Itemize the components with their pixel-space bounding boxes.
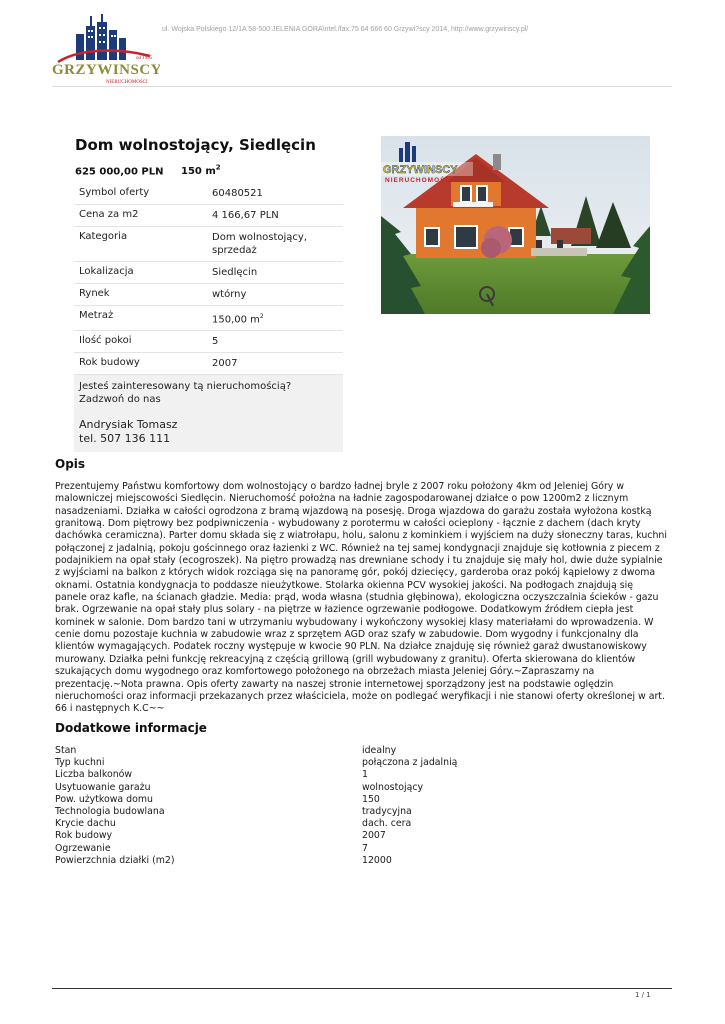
- detail-label: Cena za m2: [79, 209, 139, 220]
- detail-label: Rok budowy: [79, 357, 140, 369]
- additional-info-row: Ogrzewanie 7: [55, 842, 368, 854]
- listing-title: Dom wolnostojący, Siedlęcin: [75, 136, 316, 154]
- details-row-location: [74, 262, 343, 284]
- detail-value: 2007: [212, 358, 238, 370]
- listing-price: 625 000,00 PLN: [75, 166, 164, 178]
- details-row-market: [74, 284, 343, 306]
- detail-label: Kategoria: [79, 231, 128, 242]
- detail-label: Lokalizacja: [79, 266, 134, 277]
- photo-watermark-sub: NIERUCHOMOŚCI: [385, 177, 454, 184]
- details-row-rooms: [74, 331, 343, 353]
- details-row-category: [74, 227, 343, 262]
- details-row-year: [74, 353, 343, 375]
- section-heading-additional-info: Dodatkowe informacje: [55, 721, 207, 735]
- detail-value: 5: [212, 336, 219, 348]
- additional-info-row: Krycie dachu dach. cera: [55, 818, 412, 830]
- page-number: 1 / 1: [635, 991, 651, 999]
- details-row-area: [74, 306, 343, 331]
- additional-info-row: Rok budowy 2007: [55, 830, 386, 842]
- detail-value: 150,00 $m^2$: [212, 313, 264, 326]
- details-row-price-per-m2: [74, 205, 343, 227]
- additional-info-row: Stan idealny: [55, 745, 397, 756]
- agent-name: Andrysiak Tomasz: [79, 418, 178, 432]
- additional-info-row: Liczba balkonów 1: [55, 769, 368, 781]
- detail-value: 60480521: [212, 188, 263, 199]
- detail-label: Metraż: [79, 310, 114, 321]
- footer-divider: [52, 988, 672, 989]
- details-row-symbol: [74, 183, 343, 205]
- property-photo[interactable]: [381, 136, 650, 314]
- additional-info-row: Technologia budowlana tradycyjna: [55, 805, 412, 817]
- logo-name: GRZYWINSCY: [52, 62, 160, 78]
- agent-phone[interactable]: tel. 507 136 111: [79, 432, 171, 446]
- detail-label: Symbol oferty: [79, 187, 150, 198]
- detail-value: Siedlęcin: [212, 267, 258, 278]
- company-logo[interactable]: [50, 12, 160, 86]
- detail-value: wtórny: [212, 289, 247, 300]
- additional-info-row: Usytuowanie garażu wolnostojący: [55, 781, 424, 793]
- logo-subtitle: NIERUCHOMOŚCI: [106, 80, 148, 85]
- additional-info-row: Typ kuchni połączona z jadalnią: [55, 757, 458, 769]
- additional-info-list: [55, 745, 615, 867]
- logo-since: od 1995: [136, 56, 153, 61]
- description-text: Prezentujemy Państwu komfortowy dom wolnostojący o bardzo ładnej bryle z 2007 roku położony 4km od Jeleniej Góry w malowniczej miejscowości Siedlęcin. Nieruchomość położna na ładnie zagospodarowanej działce o pow 1200m2 z licznym nasadzeniami. Działka w całości ogrodzona z bramą wjazdową na posesję. Droga wjazdowa do garażu została wyłożona kostką granitową. Dom piętrowy bez podpiwniczenia - wybudowany z porotermu w całości ocieplony - łącznie z dachem (dach kryty dachówka ceramiczna). Parter domu składa się z wiatrołapu, holu, salonu z kominkiem i wyjściem na duży słoneczny taras, kuchni połączonej z jadalnią, pokoju gościnnego oraz łazienki z WC. Również na tej samej kondygnacji znajduje się kotłownia z piecem z podajnikiem na opał stały (ecogroszek). Na piętro prowadzą nas drewniane schody i tu znajduje się mały hol, dwie duże sypialnie z wyjściami na balkon z których widok rozciąga się na panoramę gór, pokój dziecięcy, garderoba oraz pokój kąpielowy z dwoma oknami. Ostatnia kondygnacja to poddasze nieużytkowe. Stolarka okienna PCV wysokiej jakości. Na podłogach znajdują się panele oraz kafle, na ścianach gładzie. Media: prąd, woda własna (studnia głębinowa), ekologiczna oczyszczalnia ścieków - gazu brak. Ogrzewanie na opał stały plus solary - na piętrze w łazience ogrzewanie podłogowe. Dodatkowym źródłem ciepła jest kominek w salonie. Dom bardzo tani w utrzymaniu wybudowany i wykończony wysokiej klasy materiałami do wprowadzenia. W cenie domu pozostaje kuchnia w zabudowie wraz z sprzętem AGD oraz szafy w zabudowie. Dom wygodny i funkcjonalny dla klientów wymagających. Podatek roczny występuje w kwocie 90 PLN. Na działce znajduję się również garaż dwustanowiskowy murowany. Działka pełni funkcję rekreacyjną z częścią grillową (grill wybudowany z granitu). Oferta skierowana do klientów szukających domu wygodnego oraz komfortowego położonego na obrzeżach miasta Jeleniej Góry.~Zapraszamy na prezentację.~Nota prawna. Opis oferty zawarty na naszej stronie internetowej sporządzony jest na podstawie oględzin nieruchomości oraz informacji przekazanych przez właściciela, może on podlegać weryfikacji i nie stanowi oferty określonej w art. 66 i następnych K.C~~: [55, 481, 667, 715]
- detail-label: Rynek: [79, 288, 110, 299]
- detail-value: Dom wolnostojący, sprzedaż: [212, 232, 308, 256]
- contact-box: [74, 375, 343, 452]
- detail-label: Ilość pokoi: [79, 335, 132, 347]
- details-table: [74, 183, 343, 452]
- header-contact-line: ul. Wojska Polskiego 12/1A 58-500 JELENIA GÓRA\ntel./fax:75 64 666 60 Grzywi?scy 2014, http://www.grzywinscy.pl/: [162, 26, 529, 33]
- additional-info-row: Powierzchnia działki (m2) 12000: [55, 854, 392, 866]
- section-heading-description: Opis: [55, 457, 86, 471]
- price-line: [75, 164, 221, 177]
- listing-area: 150 $m^2$: [180, 164, 221, 178]
- contact-prompt: Jesteś zainteresowany tą nieruchomością? Zadzwoń do nas: [79, 381, 292, 406]
- detail-value: 4 166,67 PLN: [212, 210, 279, 221]
- photo-watermark: GRZYWINSCY: [383, 164, 458, 176]
- header-divider: [52, 86, 672, 87]
- additional-info-row: Pow. użytkowa domu 150: [55, 793, 380, 805]
